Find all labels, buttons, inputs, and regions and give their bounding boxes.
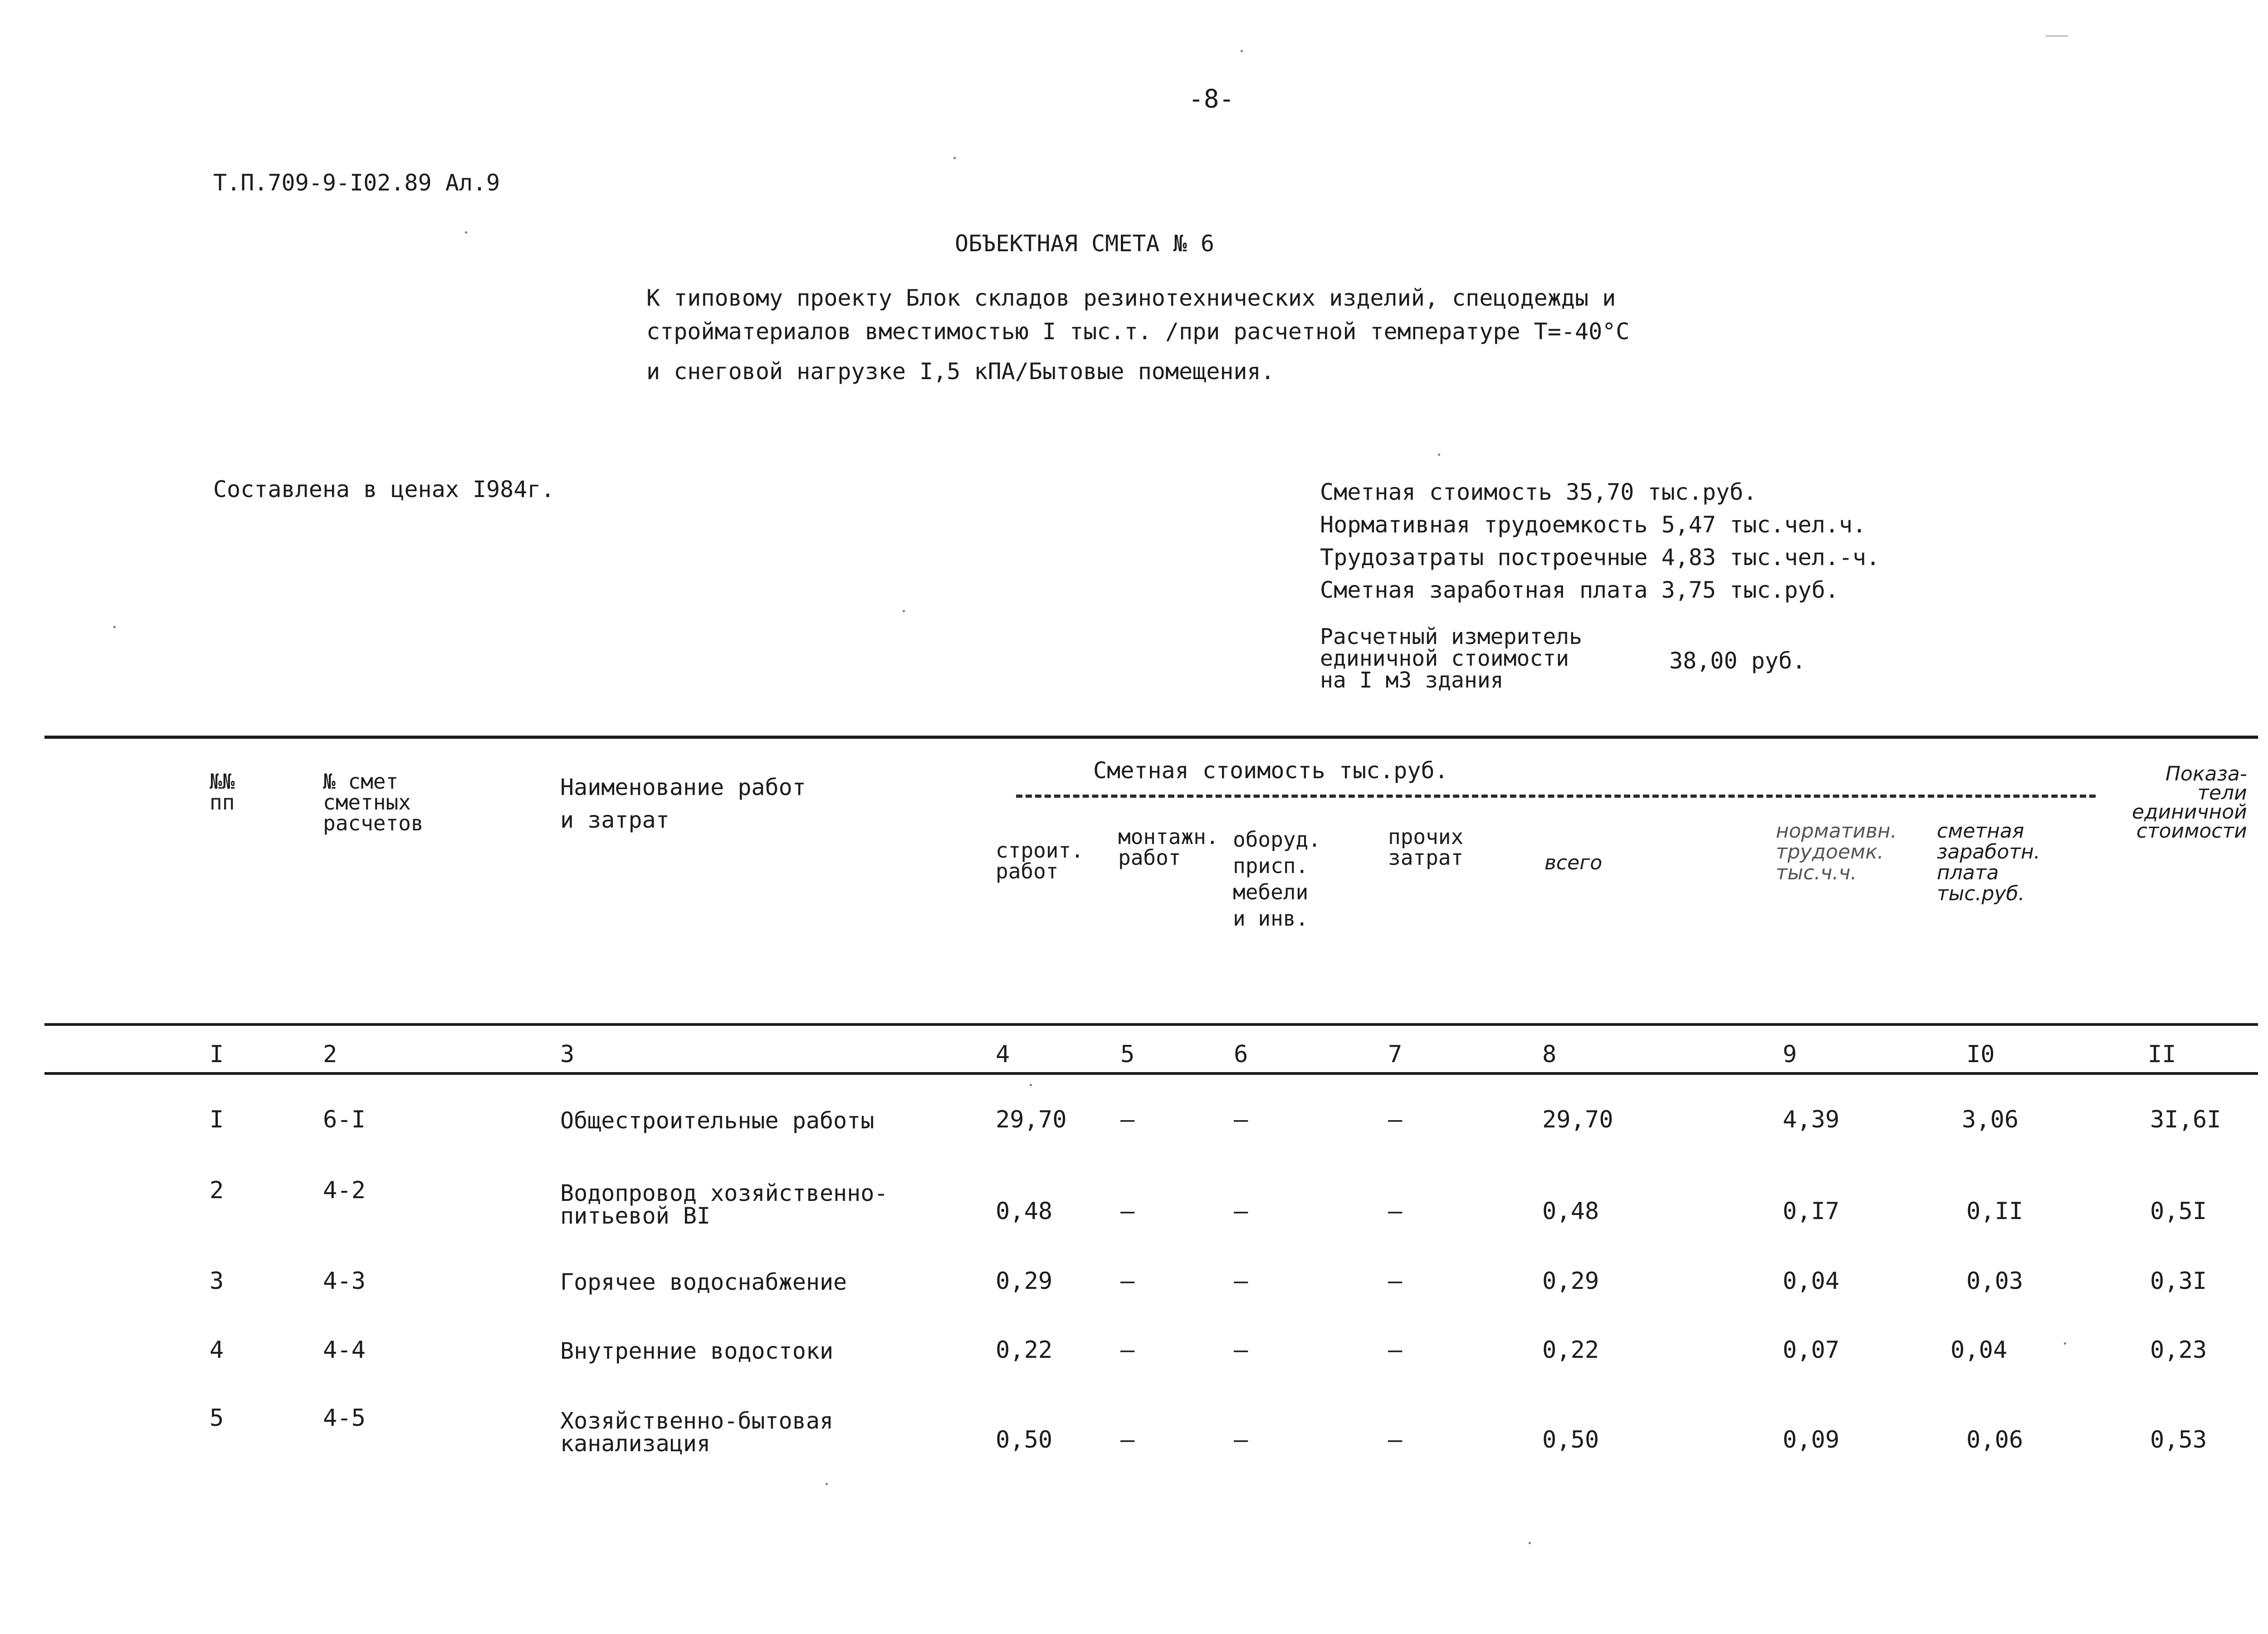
cell-equipment: – [1234,1336,1248,1364]
cell-row-number: 2 [210,1177,224,1204]
cell-labor: 4,39 [1783,1106,1840,1133]
scan-speck [1030,1084,1032,1086]
header-unit-indicators: Показа- тели единичной стоимости [2132,762,2247,843]
prices-note: Составлена в ценах I984г. [213,476,555,502]
scan-mark [2046,35,2068,37]
page-number: -8- [1188,84,1235,114]
cell-installation: – [1120,1336,1135,1364]
document-code: Т.П.709-9-I02.89 Ал.9 [213,170,500,196]
description-line: и снеговой нагрузке I,5 кПА/Бытовые помещения. [646,358,1275,385]
cell-work-name: Хозяйственно-бытовая канализация [560,1408,834,1457]
cell-construction: 0,22 [996,1336,1053,1364]
cell-wages: 0,06 [1966,1426,2024,1454]
unit-meter-value: 38,00 руб. [1669,648,1806,674]
cell-labor: 0,I7 [1783,1198,1840,1225]
cell-unit-indicator: 0,23 [2150,1336,2207,1364]
column-number: 5 [1120,1041,1135,1068]
page-title: ОБЪЕКТНАЯ СМЕТА № 6 [955,230,1214,257]
cell-equipment: – [1234,1268,1248,1295]
scan-speck [1529,1542,1531,1544]
cell-work-name: Общестроительные работы [560,1107,875,1134]
header-labor: нормативн. трудоемк. тыс.ч.ч. [1776,819,1897,884]
cell-construction: 0,50 [996,1426,1053,1454]
cell-construction: 0,48 [996,1198,1053,1225]
cell-row-number: 3 [210,1268,224,1295]
cell-equipment: – [1234,1198,1248,1225]
cell-installation: – [1120,1268,1135,1295]
cell-total: 0,50 [1542,1426,1599,1454]
cell-total: 0,48 [1542,1198,1599,1225]
cell-row-number: 4 [210,1336,224,1364]
cell-installation: – [1120,1198,1135,1225]
scan-speck [2064,1342,2066,1345]
scan-speck [465,231,467,234]
header-work-name: Наименование работ и затрат [560,774,806,833]
description-line: стройматериалов вместимостью I тыс.т. /при расчетной температуре Т=-40°С [646,318,1630,345]
scan-speck [1241,50,1243,52]
cell-unit-indicator: 0,53 [2150,1426,2207,1454]
column-number: 8 [1542,1041,1557,1068]
cell-installation: – [1120,1426,1135,1454]
column-number: I [210,1041,224,1068]
cell-row-number: I [210,1106,224,1133]
description-line: К типовому проекту Блок складов резинотехнических изделий, спецодежды и [646,285,1616,311]
cell-other: – [1388,1336,1403,1364]
cell-installation: – [1120,1106,1135,1133]
scan-speck [1438,454,1440,456]
column-number: 2 [323,1041,337,1068]
scan-speck [826,1483,828,1485]
table-top-rule [44,736,2258,739]
header-construction: строит. работ [996,838,1084,883]
cell-equipment: – [1234,1106,1248,1133]
cell-construction: 29,70 [996,1106,1067,1133]
cell-equipment: – [1234,1426,1248,1454]
cell-unit-indicator: 3I,6I [2150,1106,2221,1133]
cell-estimate-number: 4-5 [323,1405,366,1432]
cell-other: – [1388,1268,1403,1295]
cell-total: 29,70 [1542,1106,1613,1133]
summary-wages: Сметная заработная плата 3,75 тыс.руб. [1320,577,1839,603]
scan-speck [953,157,956,159]
header-wages: сметная заработн. плата тыс.руб. [1937,819,2040,905]
column-number: 9 [1783,1041,1797,1068]
header-installation: монтажн. работ [1118,824,1219,870]
cell-wages: 3,06 [1962,1106,2019,1133]
cell-other: – [1388,1106,1403,1133]
cell-other: – [1388,1198,1403,1225]
scan-speck [903,610,905,612]
summary-labor: Нормативная трудоемкость 5,47 тыс.чел.ч. [1320,512,1867,538]
header-total: всего [1545,851,1603,874]
cell-labor: 0,09 [1783,1426,1840,1454]
cell-wages: 0,03 [1966,1268,2024,1295]
cell-labor: 0,04 [1783,1268,1840,1295]
header-cost-group: Сметная стоимость тыс.руб. [1093,757,1448,784]
cell-total: 0,22 [1542,1336,1599,1364]
cell-labor: 0,07 [1783,1336,1840,1364]
cell-total: 0,29 [1542,1268,1599,1295]
column-number: 7 [1388,1041,1403,1068]
cell-estimate-number: 4-2 [323,1177,366,1204]
cell-estimate-number: 6-I [323,1106,366,1133]
column-number: I0 [1966,1041,1995,1068]
cell-estimate-number: 4-4 [323,1336,366,1364]
header-estimate-number: № смет сметных расчетов [323,769,424,835]
cell-unit-indicator: 0,3I [2150,1268,2207,1295]
header-equipment: оборуд. присп. мебели и инв. [1233,827,1321,931]
group-divider [1016,795,2096,798]
summary-site-labor: Трудозатраты построечные 4,83 тыс.чел.-ч. [1320,544,1880,571]
scan-speck [113,626,116,628]
unit-meter-label: Расчетный измеритель единичной стоимости на I м3 здания [1320,624,1582,693]
cell-wages: 0,II [1966,1198,2024,1225]
cell-unit-indicator: 0,5I [2150,1198,2207,1225]
column-number: 3 [560,1041,575,1068]
header-row-number: №№ пп [210,769,235,815]
column-number: II [2148,1041,2176,1068]
cell-estimate-number: 4-3 [323,1268,366,1295]
cell-work-name: Водопровод хозяйственно- питьевой BI [560,1180,888,1229]
column-number: 4 [996,1041,1010,1068]
cell-work-name: Внутренние водостоки [560,1338,834,1364]
summary-cost: Сметная стоимость 35,70 тыс.руб. [1320,479,1757,505]
header-bottom-rule [44,1023,2258,1026]
column-numbers-rule [44,1072,2258,1075]
header-other: прочих затрат [1388,824,1464,870]
cell-wages: 0,04 [1950,1336,2008,1364]
cell-construction: 0,29 [996,1268,1053,1295]
cell-work-name: Горячее водоснабжение [560,1269,847,1295]
column-number: 6 [1234,1041,1248,1068]
cell-other: – [1388,1426,1403,1454]
cell-row-number: 5 [210,1405,224,1432]
